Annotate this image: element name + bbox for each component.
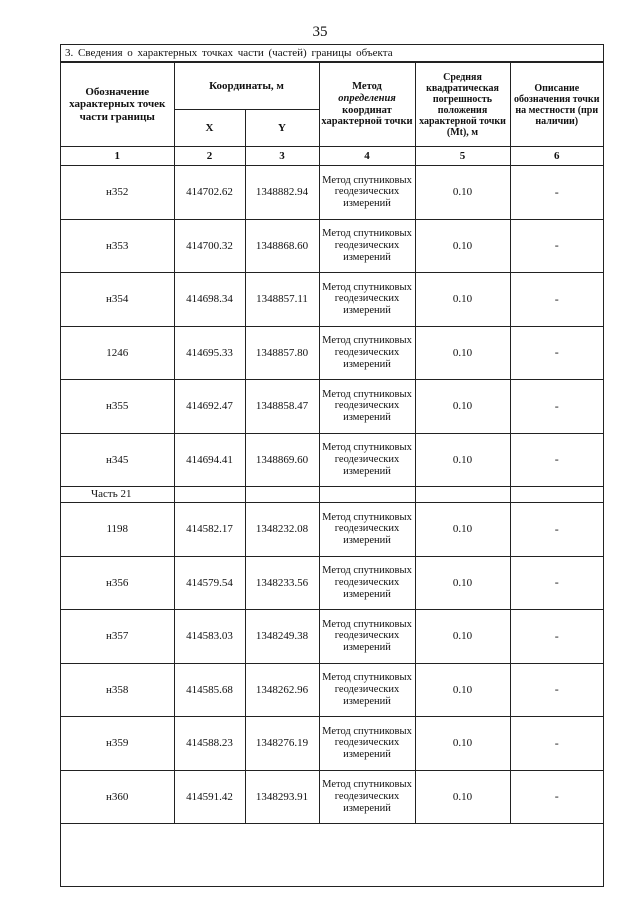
- coord-y: 1348249.38: [245, 610, 319, 664]
- table-row: [61, 717, 603, 771]
- coord-y: 1348276.19: [245, 717, 319, 771]
- column-number: 6: [510, 147, 603, 166]
- point-name: н354: [61, 273, 174, 327]
- coord-y: 1348857.11: [245, 273, 319, 327]
- method-cell: Метод спутниковых геодезических измерений: [319, 610, 415, 664]
- table-row: [61, 663, 603, 717]
- point-name: н353: [61, 219, 174, 273]
- description-cell: -: [510, 380, 603, 434]
- table-row: [61, 610, 603, 664]
- coord-x: 414702.62: [174, 166, 245, 220]
- method-cell: Метод спутниковых геодезических измерений: [319, 770, 415, 824]
- part-row: [61, 487, 603, 503]
- error-cell: 0.10: [415, 433, 510, 487]
- table-row: [61, 380, 603, 434]
- header-error: Средняя квадратическая погрешность положения характерной точки (Mt), м: [415, 63, 510, 147]
- error-cell: 0.10: [415, 219, 510, 273]
- coord-y: 1348857.80: [245, 326, 319, 380]
- coord-y: 1348882.94: [245, 166, 319, 220]
- section-title: 3. Сведения о характерных точках части (частей) границы объекта: [61, 45, 603, 62]
- description-cell: -: [510, 610, 603, 664]
- method-cell: Метод спутниковых геодезических измерений: [319, 556, 415, 610]
- column-number: 3: [245, 147, 319, 166]
- point-name: 1246: [61, 326, 174, 380]
- page-number: 35: [312, 24, 328, 40]
- table-row: [61, 556, 603, 610]
- coord-x: 414695.33: [174, 326, 245, 380]
- error-cell: 0.10: [415, 556, 510, 610]
- header-designation: Обозначение характерных точек части границы: [61, 63, 174, 147]
- coord-y: 1348233.56: [245, 556, 319, 610]
- point-name: н360: [61, 770, 174, 824]
- coord-y: 1348293.91: [245, 770, 319, 824]
- table-row: [61, 273, 603, 327]
- description-cell: -: [510, 556, 603, 610]
- point-name: н352: [61, 166, 174, 220]
- table-row: [61, 433, 603, 487]
- coord-x: 414588.23: [174, 717, 245, 771]
- group1-rows: [61, 166, 603, 487]
- error-cell: 0.10: [415, 770, 510, 824]
- column-number: 5: [415, 147, 510, 166]
- coord-x: 414694.41: [174, 433, 245, 487]
- method-cell: Метод спутниковых геодезических измерений: [319, 219, 415, 273]
- coord-y: 1348868.60: [245, 219, 319, 273]
- description-cell: -: [510, 717, 603, 771]
- method-cell: Метод спутниковых геодезических измерений: [319, 663, 415, 717]
- method-cell: Метод спутниковых геодезических измерений: [319, 503, 415, 557]
- coord-x: 414692.47: [174, 380, 245, 434]
- coord-y: 1348869.60: [245, 433, 319, 487]
- header-method-line3: координат характерной точки: [321, 104, 413, 128]
- description-cell: -: [510, 503, 603, 557]
- table-row: [61, 219, 603, 273]
- point-name: н358: [61, 663, 174, 717]
- description-cell: -: [510, 770, 603, 824]
- method-cell: Метод спутниковых геодезических измерений: [319, 166, 415, 220]
- empty-area: [61, 821, 603, 886]
- description-cell: -: [510, 326, 603, 380]
- description-cell: -: [510, 273, 603, 327]
- description-cell: -: [510, 663, 603, 717]
- method-cell: Метод спутниковых геодезических измерений: [319, 380, 415, 434]
- header-y: Y: [245, 110, 319, 147]
- header-method: [319, 63, 415, 147]
- header-description: Описание обозначения точки на местности (при наличии): [510, 63, 603, 147]
- point-name: 1198: [61, 503, 174, 557]
- error-cell: 0.10: [415, 503, 510, 557]
- coord-x: 414698.34: [174, 273, 245, 327]
- header-method-line2: определения: [338, 92, 396, 104]
- part-label: Часть 21: [61, 487, 174, 503]
- error-cell: 0.10: [415, 326, 510, 380]
- point-name: н356: [61, 556, 174, 610]
- method-cell: Метод спутниковых геодезических измерений: [319, 326, 415, 380]
- error-cell: 0.10: [415, 717, 510, 771]
- coord-x: 414700.32: [174, 219, 245, 273]
- coord-x: 414583.03: [174, 610, 245, 664]
- coord-y: 1348232.08: [245, 503, 319, 557]
- boundary-points-sheet: [60, 44, 604, 887]
- table-row: [61, 770, 603, 824]
- point-name: н345: [61, 433, 174, 487]
- point-name: н355: [61, 380, 174, 434]
- boundary-points-table: [61, 62, 603, 824]
- coord-y: 1348858.47: [245, 380, 319, 434]
- header-coordinates: Координаты, м: [174, 63, 319, 110]
- method-cell: Метод спутниковых геодезических измерений: [319, 717, 415, 771]
- header-method-line1: Метод: [352, 81, 382, 93]
- table-row: [61, 326, 603, 380]
- description-cell: -: [510, 433, 603, 487]
- column-number: 4: [319, 147, 415, 166]
- table-row: [61, 166, 603, 220]
- table-row: [61, 503, 603, 557]
- error-cell: 0.10: [415, 273, 510, 327]
- coord-x: 414579.54: [174, 556, 245, 610]
- coord-x: 414591.42: [174, 770, 245, 824]
- method-cell: Метод спутниковых геодезических измерений: [319, 433, 415, 487]
- column-number: 1: [61, 147, 174, 166]
- group2-rows: [61, 503, 603, 824]
- point-name: н357: [61, 610, 174, 664]
- coord-y: 1348262.96: [245, 663, 319, 717]
- point-name: н359: [61, 717, 174, 771]
- header-x: X: [174, 110, 245, 147]
- error-cell: 0.10: [415, 380, 510, 434]
- description-cell: -: [510, 166, 603, 220]
- method-cell: Метод спутниковых геодезических измерений: [319, 273, 415, 327]
- column-number: 2: [174, 147, 245, 166]
- coord-x: 414582.17: [174, 503, 245, 557]
- error-cell: 0.10: [415, 663, 510, 717]
- error-cell: 0.10: [415, 610, 510, 664]
- coord-x: 414585.68: [174, 663, 245, 717]
- description-cell: -: [510, 219, 603, 273]
- error-cell: 0.10: [415, 166, 510, 220]
